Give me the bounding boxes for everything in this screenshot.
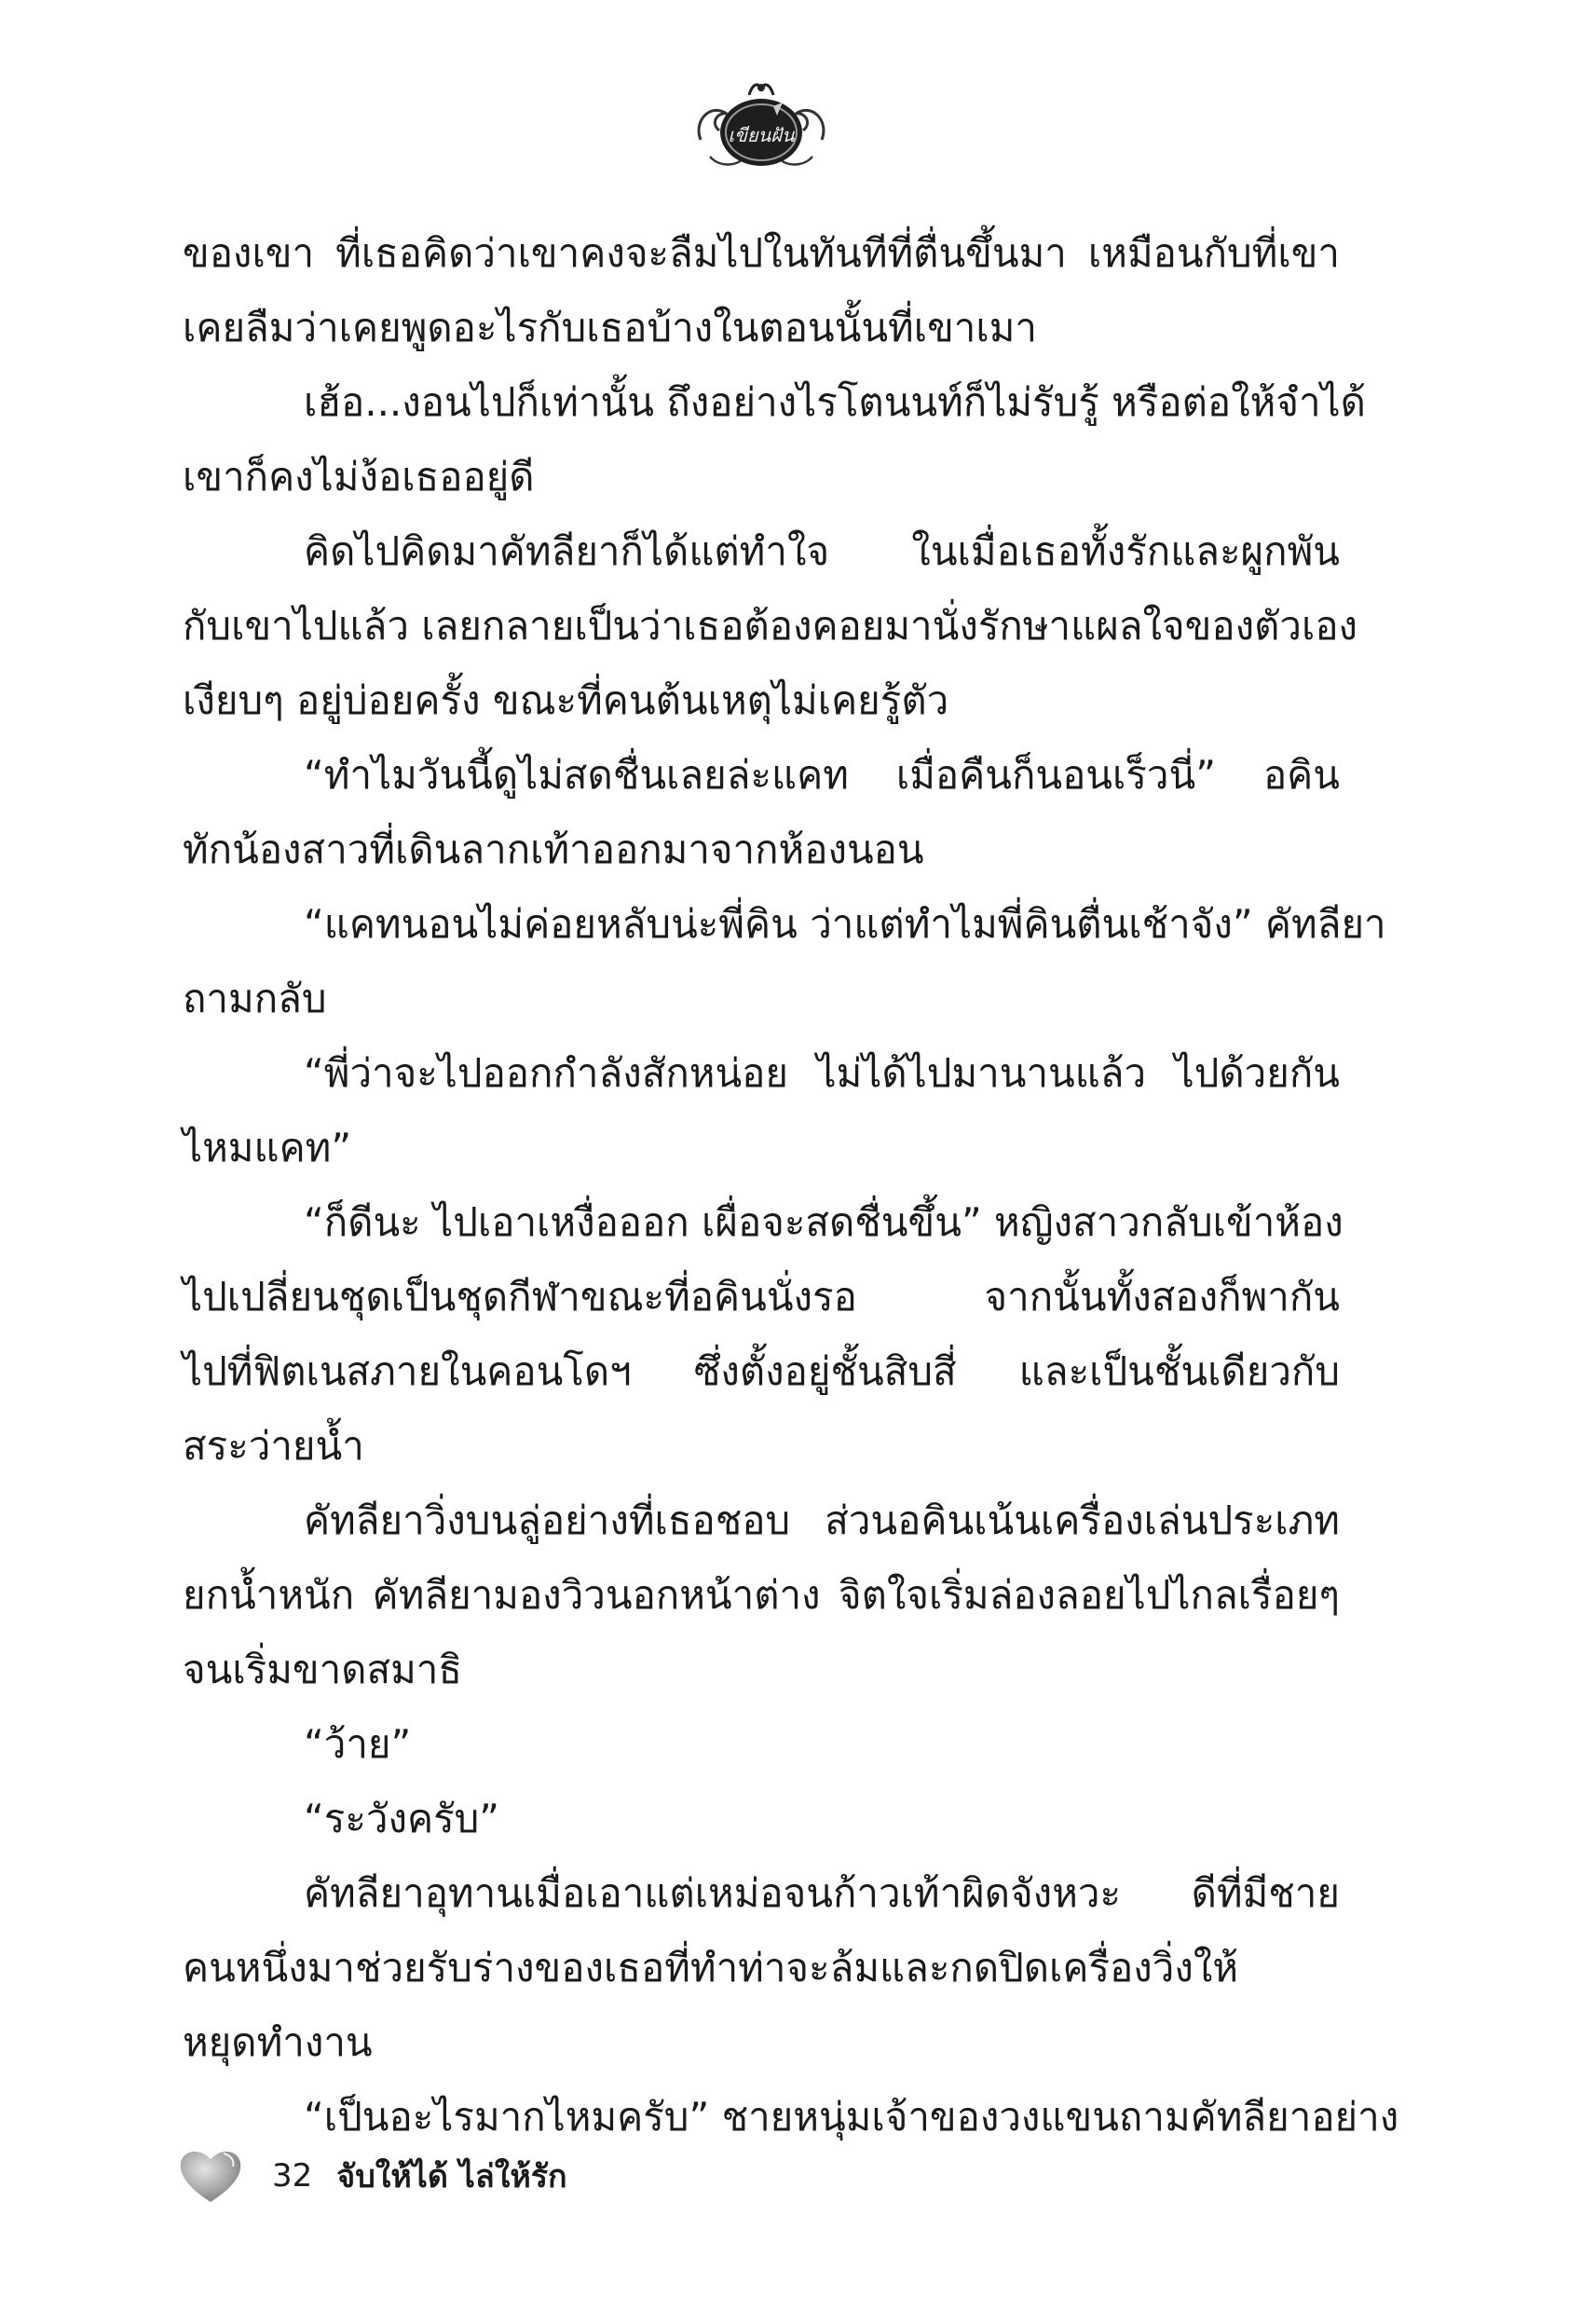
book-title: จับให้ได้ ไล่ให้รัก bbox=[336, 2158, 567, 2195]
text-line: กับเขาไปแล้ว เลยกลายเป็นว่าเธอต้องคอยมานั่งรักษาแผลใจของตัวเอง bbox=[183, 603, 1358, 649]
text-line: สระว่ายน้ำ bbox=[183, 1423, 364, 1469]
text-line: “เป็นอะไรมากไหมครับ” ชายหนุ่มเจ้าของวงแขนถามคัทลียาอย่าง bbox=[304, 2094, 1399, 2140]
text-line: ของเขา ที่เธอคิดว่าเขาคงจะลืมไปในทันทีที่ตื่นขึ้นมา เหมือนกับที่เขา bbox=[183, 230, 1340, 276]
text-line: คิดไปคิดมาคัทลียาก็ได้แต่ทำใจ ในเมื่อเธอทั้งรักและผูกพัน bbox=[304, 528, 1340, 574]
text-line: คัทลียาวิ่งบนลู่อย่างที่เธอชอบ ส่วนอคินเน้นเครื่องเล่นประเภท bbox=[304, 1497, 1340, 1543]
page-number: 32 bbox=[272, 2157, 313, 2195]
text-line: ไปเปลี่ยนชุดเป็นชุดกีฬาขณะที่อคินนั่งรอ จากนั้นทั้งสองก็พากัน bbox=[183, 1274, 1340, 1320]
text-line: เขาก็คงไม่ง้อเธออยู่ดี bbox=[183, 454, 535, 499]
text-line: “ระวังครับ” bbox=[304, 1796, 500, 1841]
text-line: “ก็ดีนะ ไปเอาเหงื่อออก เผื่อจะสดชื่นขึ้น” หญิงสาวกลับเข้าห้อง bbox=[304, 1199, 1344, 1245]
chapter-text bbox=[183, 216, 1399, 2154]
text-line: ไปที่ฟิตเนสภายในคอนโดฯ ซึ่งตั้งอยู่ชั้นสิบสี่ และเป็นชั้นเดียวกับ bbox=[183, 1348, 1340, 1394]
text-line: ไหมแคท” bbox=[183, 1125, 352, 1170]
heart-icon bbox=[177, 2146, 244, 2206]
text-line: เคยลืมว่าเคยพูดอะไรกับเธอบ้างในตอนนั้นที่เขาเมา bbox=[183, 305, 1038, 350]
text-line: “ทำไมวันนี้ดูไม่สดชื่นเลยล่ะแคท เมื่อคืนก็นอนเร็วนี่” อคิน bbox=[304, 752, 1340, 798]
logo-text: เขียนฝัน bbox=[728, 124, 795, 146]
text-line: “ว้าย” bbox=[304, 1721, 412, 1767]
text-line: จนเริ่มขาดสมาธิ bbox=[183, 1647, 463, 1692]
text-line: เงียบๆ อยู่บ่อยครั้ง ขณะที่คนต้นเหตุไม่เคยรู้ตัว bbox=[183, 677, 949, 723]
text-line: เฮ้อ...งอนไปก็เท่านั้น ถึงอย่างไรโตนนท์ก็ไม่รับรู้ หรือต่อให้จำได้ bbox=[304, 379, 1366, 425]
text-line: ถามกลับ bbox=[183, 976, 327, 1021]
text-line: หยุดทำงาน bbox=[183, 2019, 373, 2065]
text-line: ยกน้ำหนัก คัทลียามองวิวนอกหน้าต่าง จิตใจเริ่มล่องลอยไปไกลเรื่อยๆ bbox=[183, 1572, 1340, 1618]
text-line: “พี่ว่าจะไปออกกำลังสักหน่อย ไม่ได้ไปมานานแล้ว ไปด้วยกัน bbox=[304, 1050, 1340, 1096]
page-footer bbox=[177, 2143, 567, 2208]
publisher-emblem-icon bbox=[691, 75, 831, 177]
text-line: “แคทนอนไม่ค่อยหลับน่ะพี่คิน ว่าแต่ทำไมพี่คินตื่นเช้าจัง” คัทลียา bbox=[304, 901, 1386, 947]
text-line: คัทลียาอุทานเมื่อเอาแต่เหม่อจนก้าวเท้าผิดจังหวะ ดีที่มีชาย bbox=[304, 1870, 1340, 1916]
text-line: คนหนึ่งมาช่วยรับร่างของเธอที่ทำท่าจะล้มและกดปิดเครื่องวิ่งให้ bbox=[183, 1945, 1239, 1990]
publisher-logo bbox=[691, 75, 831, 177]
text-line: ทักน้องสาวที่เดินลากเท้าออกมาจากห้องนอน bbox=[183, 827, 924, 872]
